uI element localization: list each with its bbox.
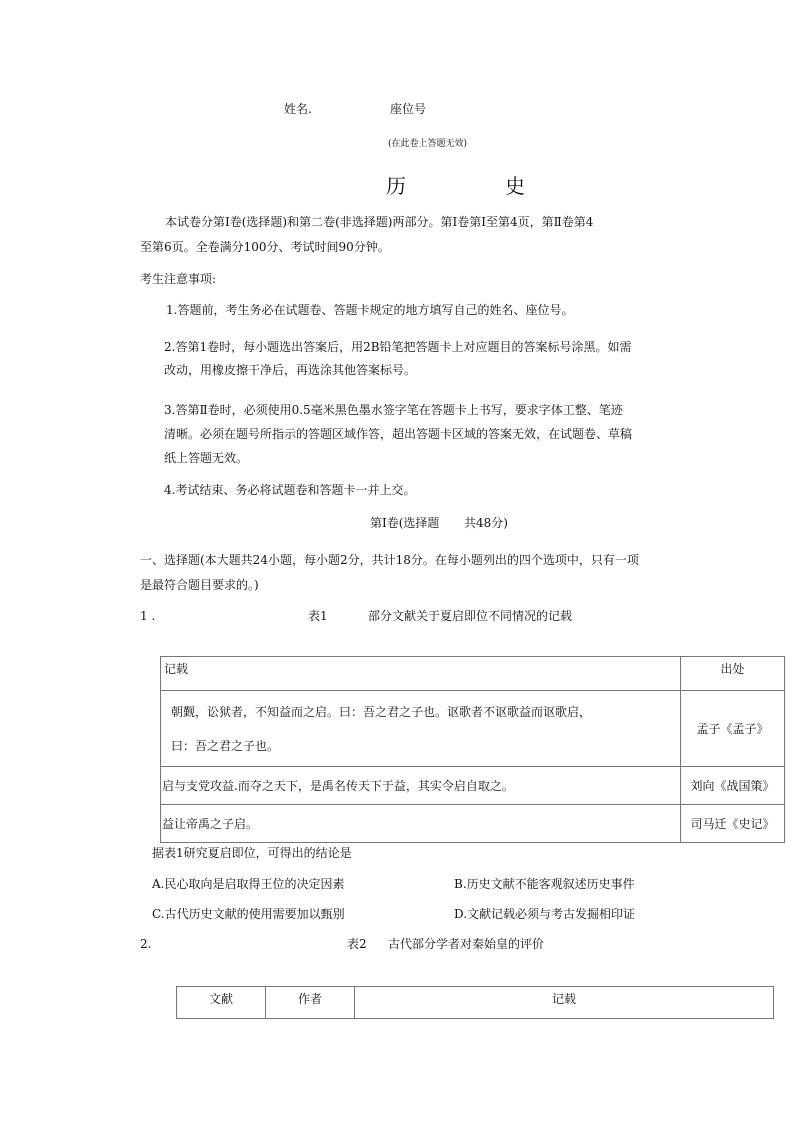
notice-3-line-3: 纸上答题无效。	[164, 451, 249, 465]
table-header-record: 记载	[161, 657, 681, 691]
table-row-record-line-2: 曰：吾之君之子也。	[171, 738, 280, 753]
name-label: 姓名.	[284, 102, 312, 116]
notice-1: 1.答题前，考生务必在试题卷、答题卡规定的地方填写自己的姓名、座位号。	[166, 303, 574, 317]
table-row-record: 启与支党攻益.而夺之天下，是禹名传天下于益，其实令启自取之。	[161, 767, 681, 805]
intro-line-2: 至第6页。全卷满分100分、考试时间90分钟。	[140, 240, 390, 254]
section-heading-a: 第Ⅰ卷(选择题	[370, 516, 440, 530]
question-1-option-b: B.历史文献不能客观叙述历史事件	[454, 877, 635, 891]
notes-title: 考生注意事项:	[140, 272, 217, 286]
question-1-number: 1 .	[140, 609, 156, 623]
notice-2-line-2: 改动，用橡皮擦干净后，再选涂其他答案标号。	[164, 363, 417, 377]
title-left-char: 历	[386, 174, 406, 198]
seat-label: 座位号	[390, 102, 427, 116]
table-row	[161, 805, 785, 843]
section-instruction-line-2: 是最符合题目要求的。)	[140, 578, 259, 592]
question-1-table-caption: 表1	[308, 609, 328, 623]
question-1-option-d: D.文献记载必须与考古发掘相印证	[454, 907, 636, 921]
question-2-number: 2.	[140, 937, 152, 951]
table-row-record-line-1: 朝觐，讼狱者，不知益而之启。曰：吾之君之子也。讴歌者不讴歌益而讴歌启，	[171, 704, 592, 719]
question-1-table-title: 部分文献关于夏启即位不同情况的记载	[368, 609, 573, 623]
table2-header-author: 作者	[266, 987, 355, 1019]
table-row-source: 刘向《战国策》	[681, 767, 785, 805]
table-row-record: 益让帝禹之子启。	[161, 805, 681, 843]
answer-note: (在此卷上答题无效)	[388, 139, 468, 149]
table-row	[161, 767, 785, 805]
question-1-option-c: C.古代历史文献的使用需要加以甄别	[152, 907, 345, 921]
table-row	[161, 691, 785, 767]
table-row-source: 司马迁《史记》	[681, 805, 785, 843]
notice-4: 4.考试结束、务必将试题卷和答题卡一并上交。	[164, 483, 416, 497]
question-2-table-title: 古代部分学者对秦始皇的评价	[388, 937, 545, 951]
intro-line-1: 本试卷分第Ⅰ卷(选择题)和第二卷(非选择题)两部分。第Ⅰ卷第Ⅰ至第4页，第Ⅱ卷第4	[165, 215, 594, 229]
question-1-option-a: A.民心取向是启取得王位的决定因素	[152, 877, 345, 891]
section-instruction-line-1: 一、选择题(本大题共24小题，每小题2分，共计18分。在每小题列出的四个选项中，只有一项	[140, 553, 639, 567]
notice-2-line-1: 2.答第1卷时，每小题选出答案后，用2B铅笔把答题卡上对应题目的答案标号涂黑。如需	[164, 340, 632, 354]
question-1-table	[160, 656, 785, 843]
notice-3-line-2: 清晰。必须在题号所指示的答题区域作答，超出答题卡区域的答案无效，在试题卷、草稿	[164, 427, 633, 441]
notice-3-line-1: 3.答第Ⅱ卷时，必须使用0.5毫米黑色墨水签字笔在答题卡上书写，要求字体工整、笔迹	[164, 403, 623, 417]
table-header-source: 出处	[681, 657, 785, 691]
question-1-stem: 据表1研究夏启即位，可得出的结论是	[152, 846, 352, 860]
question-2-table	[176, 986, 774, 1019]
table2-header-document: 文献	[177, 987, 266, 1019]
section-heading-b: 共48分)	[464, 516, 508, 530]
title-right-char: 史	[505, 174, 525, 198]
table-row-source: 孟子《孟子》	[681, 691, 785, 767]
question-2-table-caption: 表2	[347, 937, 367, 951]
table2-header-record: 记载	[355, 987, 774, 1019]
